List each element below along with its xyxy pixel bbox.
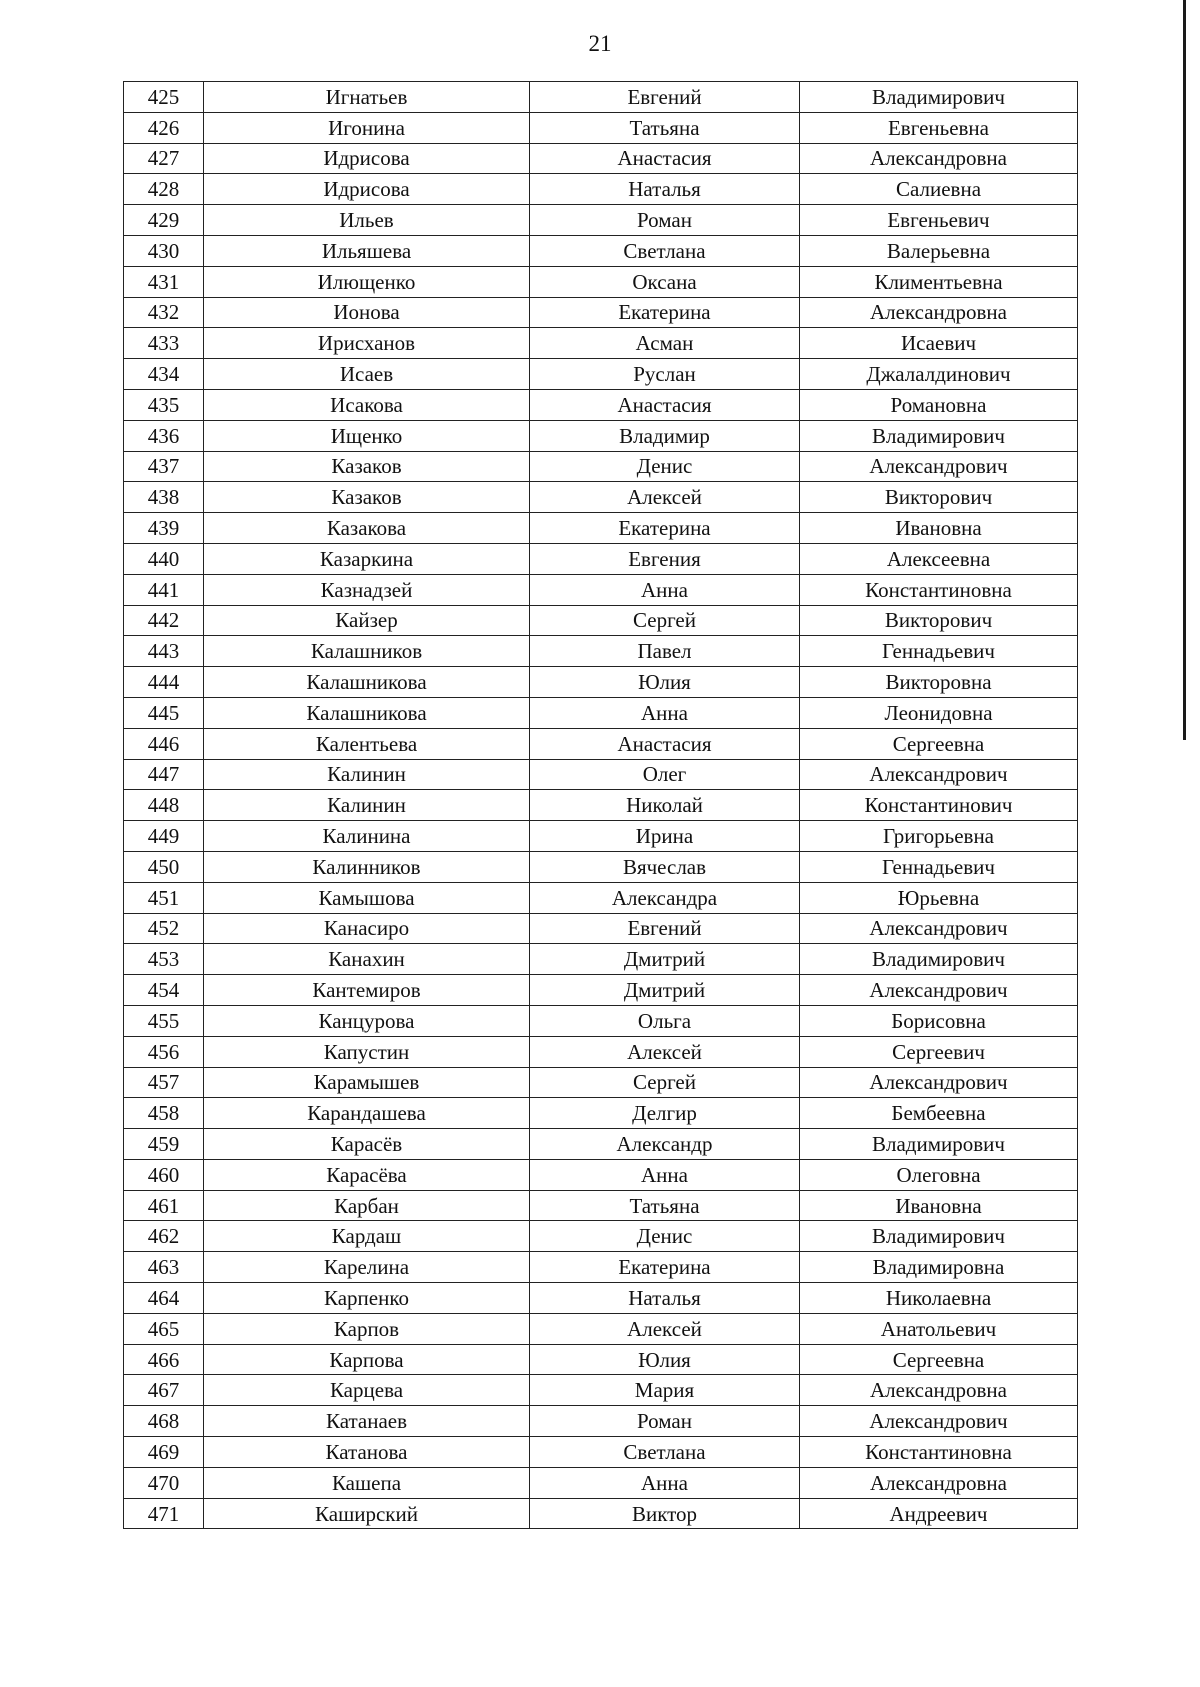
last-name-cell: Казнадзей [204,574,530,605]
patronymic-cell: Викторович [800,482,1078,513]
row-number-cell: 432 [124,297,204,328]
table-row [124,851,1078,882]
row-number-cell: 457 [124,1067,204,1098]
table-row [124,574,1078,605]
last-name-cell: Карасёва [204,1159,530,1190]
last-name-cell: Катанова [204,1437,530,1468]
table-row [124,1221,1078,1252]
first-name-cell: Татьяна [530,1190,800,1221]
first-name-cell: Роман [530,1406,800,1437]
table-row [124,1252,1078,1283]
last-name-cell: Калинина [204,821,530,852]
last-name-cell: Калашникова [204,667,530,698]
row-number-cell: 427 [124,143,204,174]
row-number-cell: 441 [124,574,204,605]
first-name-cell: Павел [530,636,800,667]
row-number-cell: 456 [124,1036,204,1067]
row-number-cell: 447 [124,759,204,790]
last-name-cell: Исаев [204,359,530,390]
row-number-cell: 438 [124,482,204,513]
last-name-cell: Карпенко [204,1283,530,1314]
last-name-cell: Калинин [204,759,530,790]
patronymic-cell: Ивановна [800,513,1078,544]
last-name-cell: Карпов [204,1313,530,1344]
first-name-cell: Александр [530,1129,800,1160]
patronymic-cell: Ивановна [800,1190,1078,1221]
scan-edge-line [1183,0,1186,740]
patronymic-cell: Константиновна [800,574,1078,605]
row-number-cell: 470 [124,1467,204,1498]
row-number-cell: 452 [124,913,204,944]
first-name-cell: Вячеслав [530,851,800,882]
patronymic-cell: Викторовна [800,667,1078,698]
first-name-cell: Алексей [530,1313,800,1344]
first-name-cell: Сергей [530,605,800,636]
row-number-cell: 450 [124,851,204,882]
names-table [123,81,1078,1529]
first-name-cell: Юлия [530,1344,800,1375]
patronymic-cell: Константиновна [800,1437,1078,1468]
last-name-cell: Кардаш [204,1221,530,1252]
row-number-cell: 437 [124,451,204,482]
last-name-cell: Казаков [204,451,530,482]
first-name-cell: Владимир [530,420,800,451]
table-row [124,975,1078,1006]
table-row [124,543,1078,574]
row-number-cell: 453 [124,944,204,975]
row-number-cell: 463 [124,1252,204,1283]
row-number-cell: 459 [124,1129,204,1160]
patronymic-cell: Валерьевна [800,235,1078,266]
last-name-cell: Карцева [204,1375,530,1406]
last-name-cell: Каширский [204,1498,530,1529]
last-name-cell: Карасёв [204,1129,530,1160]
first-name-cell: Наталья [530,1283,800,1314]
patronymic-cell: Джалалдинович [800,359,1078,390]
last-name-cell: Илющенко [204,266,530,297]
table-row [124,112,1078,143]
patronymic-cell: Александрович [800,975,1078,1006]
first-name-cell: Алексей [530,1036,800,1067]
patronymic-cell: Анатольевич [800,1313,1078,1344]
first-name-cell: Мария [530,1375,800,1406]
patronymic-cell: Геннадьевич [800,851,1078,882]
last-name-cell: Канцурова [204,1005,530,1036]
table-row [124,697,1078,728]
last-name-cell: Камышова [204,882,530,913]
first-name-cell: Анна [530,1159,800,1190]
patronymic-cell: Сергеевна [800,1344,1078,1375]
patronymic-cell: Сергеевич [800,1036,1078,1067]
row-number-cell: 430 [124,235,204,266]
first-name-cell: Светлана [530,1437,800,1468]
first-name-cell: Александра [530,882,800,913]
row-number-cell: 440 [124,543,204,574]
table-row [124,297,1078,328]
first-name-cell: Денис [530,451,800,482]
table-row [124,235,1078,266]
first-name-cell: Екатерина [530,297,800,328]
last-name-cell: Ильев [204,205,530,236]
table-row [124,143,1078,174]
row-number-cell: 467 [124,1375,204,1406]
table-row [124,1005,1078,1036]
patronymic-cell: Леонидовна [800,697,1078,728]
table-row [124,451,1078,482]
table-row [124,1036,1078,1067]
last-name-cell: Казаков [204,482,530,513]
first-name-cell: Анна [530,574,800,605]
last-name-cell: Ильяшева [204,235,530,266]
table-row [124,1283,1078,1314]
first-name-cell: Роман [530,205,800,236]
row-number-cell: 425 [124,82,204,113]
row-number-cell: 448 [124,790,204,821]
first-name-cell: Анастасия [530,389,800,420]
last-name-cell: Идрисова [204,143,530,174]
table-row [124,420,1078,451]
last-name-cell: Ирисханов [204,328,530,359]
patronymic-cell: Владимирович [800,82,1078,113]
patronymic-cell: Владимировна [800,1252,1078,1283]
patronymic-cell: Александровна [800,143,1078,174]
row-number-cell: 445 [124,697,204,728]
first-name-cell: Асман [530,328,800,359]
first-name-cell: Евгений [530,82,800,113]
table-row [124,821,1078,852]
last-name-cell: Калинин [204,790,530,821]
patronymic-cell: Константинович [800,790,1078,821]
last-name-cell: Канахин [204,944,530,975]
last-name-cell: Кашепа [204,1467,530,1498]
last-name-cell: Канасиро [204,913,530,944]
row-number-cell: 426 [124,112,204,143]
row-number-cell: 460 [124,1159,204,1190]
row-number-cell: 461 [124,1190,204,1221]
patronymic-cell: Владимирович [800,1221,1078,1252]
first-name-cell: Татьяна [530,112,800,143]
patronymic-cell: Салиевна [800,174,1078,205]
row-number-cell: 434 [124,359,204,390]
table-body [124,82,1078,1529]
table-row [124,482,1078,513]
last-name-cell: Казакова [204,513,530,544]
patronymic-cell: Александрович [800,1406,1078,1437]
patronymic-cell: Александровна [800,1375,1078,1406]
patronymic-cell: Александровна [800,297,1078,328]
last-name-cell: Калентьева [204,728,530,759]
patronymic-cell: Романовна [800,389,1078,420]
first-name-cell: Евгений [530,913,800,944]
row-number-cell: 455 [124,1005,204,1036]
patronymic-cell: Андреевич [800,1498,1078,1529]
patronymic-cell: Александровна [800,1467,1078,1498]
first-name-cell: Оксана [530,266,800,297]
table-row [124,513,1078,544]
last-name-cell: Игонина [204,112,530,143]
patronymic-cell: Сергеевна [800,728,1078,759]
patronymic-cell: Александрович [800,1067,1078,1098]
row-number-cell: 429 [124,205,204,236]
first-name-cell: Ольга [530,1005,800,1036]
row-number-cell: 458 [124,1098,204,1129]
table-row [124,605,1078,636]
row-number-cell: 454 [124,975,204,1006]
first-name-cell: Светлана [530,235,800,266]
row-number-cell: 465 [124,1313,204,1344]
patronymic-cell: Евгеньевич [800,205,1078,236]
table-row [124,1375,1078,1406]
row-number-cell: 431 [124,266,204,297]
last-name-cell: Игнатьев [204,82,530,113]
last-name-cell: Капустин [204,1036,530,1067]
last-name-cell: Исакова [204,389,530,420]
patronymic-cell: Исаевич [800,328,1078,359]
table-row [124,882,1078,913]
first-name-cell: Николай [530,790,800,821]
patronymic-cell: Бембеевна [800,1098,1078,1129]
table-row [124,1313,1078,1344]
first-name-cell: Анастасия [530,143,800,174]
patronymic-cell: Николаевна [800,1283,1078,1314]
table-row [124,82,1078,113]
first-name-cell: Анна [530,1467,800,1498]
patronymic-cell: Александрович [800,913,1078,944]
table-row [124,728,1078,759]
first-name-cell: Евгения [530,543,800,574]
last-name-cell: Карамышев [204,1067,530,1098]
table-row [124,913,1078,944]
first-name-cell: Анна [530,697,800,728]
table-row [124,1498,1078,1529]
table-row [124,1159,1078,1190]
last-name-cell: Карпова [204,1344,530,1375]
patronymic-cell: Алексеевна [800,543,1078,574]
page-number: 21 [588,31,612,56]
table-row [124,174,1078,205]
patronymic-cell: Григорьевна [800,821,1078,852]
row-number-cell: 439 [124,513,204,544]
first-name-cell: Екатерина [530,513,800,544]
first-name-cell: Наталья [530,174,800,205]
first-name-cell: Руслан [530,359,800,390]
last-name-cell: Калашникова [204,697,530,728]
table-row [124,790,1078,821]
row-number-cell: 449 [124,821,204,852]
last-name-cell: Карандашева [204,1098,530,1129]
row-number-cell: 446 [124,728,204,759]
patronymic-cell: Александрович [800,759,1078,790]
row-number-cell: 451 [124,882,204,913]
last-name-cell: Калинников [204,851,530,882]
row-number-cell: 442 [124,605,204,636]
last-name-cell: Катанаев [204,1406,530,1437]
row-number-cell: 471 [124,1498,204,1529]
first-name-cell: Юлия [530,667,800,698]
last-name-cell: Казаркина [204,543,530,574]
table-row [124,359,1078,390]
table-row [124,1406,1078,1437]
patronymic-cell: Владимирович [800,1129,1078,1160]
first-name-cell: Денис [530,1221,800,1252]
patronymic-cell: Юрьевна [800,882,1078,913]
patronymic-cell: Климентьевна [800,266,1078,297]
table-row [124,266,1078,297]
table-row [124,1344,1078,1375]
table-row [124,1467,1078,1498]
first-name-cell: Дмитрий [530,944,800,975]
table-row [124,944,1078,975]
patronymic-cell: Владимирович [800,420,1078,451]
row-number-cell: 466 [124,1344,204,1375]
row-number-cell: 433 [124,328,204,359]
table-row [124,1098,1078,1129]
patronymic-cell: Геннадьевич [800,636,1078,667]
table-row [124,636,1078,667]
table-row [124,759,1078,790]
last-name-cell: Калашников [204,636,530,667]
last-name-cell: Карбан [204,1190,530,1221]
first-name-cell: Делгир [530,1098,800,1129]
patronymic-cell: Борисовна [800,1005,1078,1036]
row-number-cell: 436 [124,420,204,451]
table-row [124,1067,1078,1098]
first-name-cell: Виктор [530,1498,800,1529]
table-row [124,389,1078,420]
row-number-cell: 444 [124,667,204,698]
first-name-cell: Сергей [530,1067,800,1098]
row-number-cell: 443 [124,636,204,667]
first-name-cell: Екатерина [530,1252,800,1283]
first-name-cell: Алексей [530,482,800,513]
first-name-cell: Ирина [530,821,800,852]
last-name-cell: Кантемиров [204,975,530,1006]
last-name-cell: Ищенко [204,420,530,451]
row-number-cell: 468 [124,1406,204,1437]
last-name-cell: Идрисова [204,174,530,205]
patronymic-cell: Евгеньевна [800,112,1078,143]
table-row [124,328,1078,359]
table-row [124,205,1078,236]
row-number-cell: 469 [124,1437,204,1468]
row-number-cell: 464 [124,1283,204,1314]
first-name-cell: Анастасия [530,728,800,759]
last-name-cell: Кайзер [204,605,530,636]
table-row [124,1129,1078,1160]
table-row [124,1437,1078,1468]
row-number-cell: 428 [124,174,204,205]
last-name-cell: Карелина [204,1252,530,1283]
table-row [124,667,1078,698]
last-name-cell: Ионова [204,297,530,328]
first-name-cell: Олег [530,759,800,790]
patronymic-cell: Викторович [800,605,1078,636]
patronymic-cell: Александрович [800,451,1078,482]
patronymic-cell: Олеговна [800,1159,1078,1190]
first-name-cell: Дмитрий [530,975,800,1006]
table-row [124,1190,1078,1221]
row-number-cell: 435 [124,389,204,420]
patronymic-cell: Владимирович [800,944,1078,975]
row-number-cell: 462 [124,1221,204,1252]
